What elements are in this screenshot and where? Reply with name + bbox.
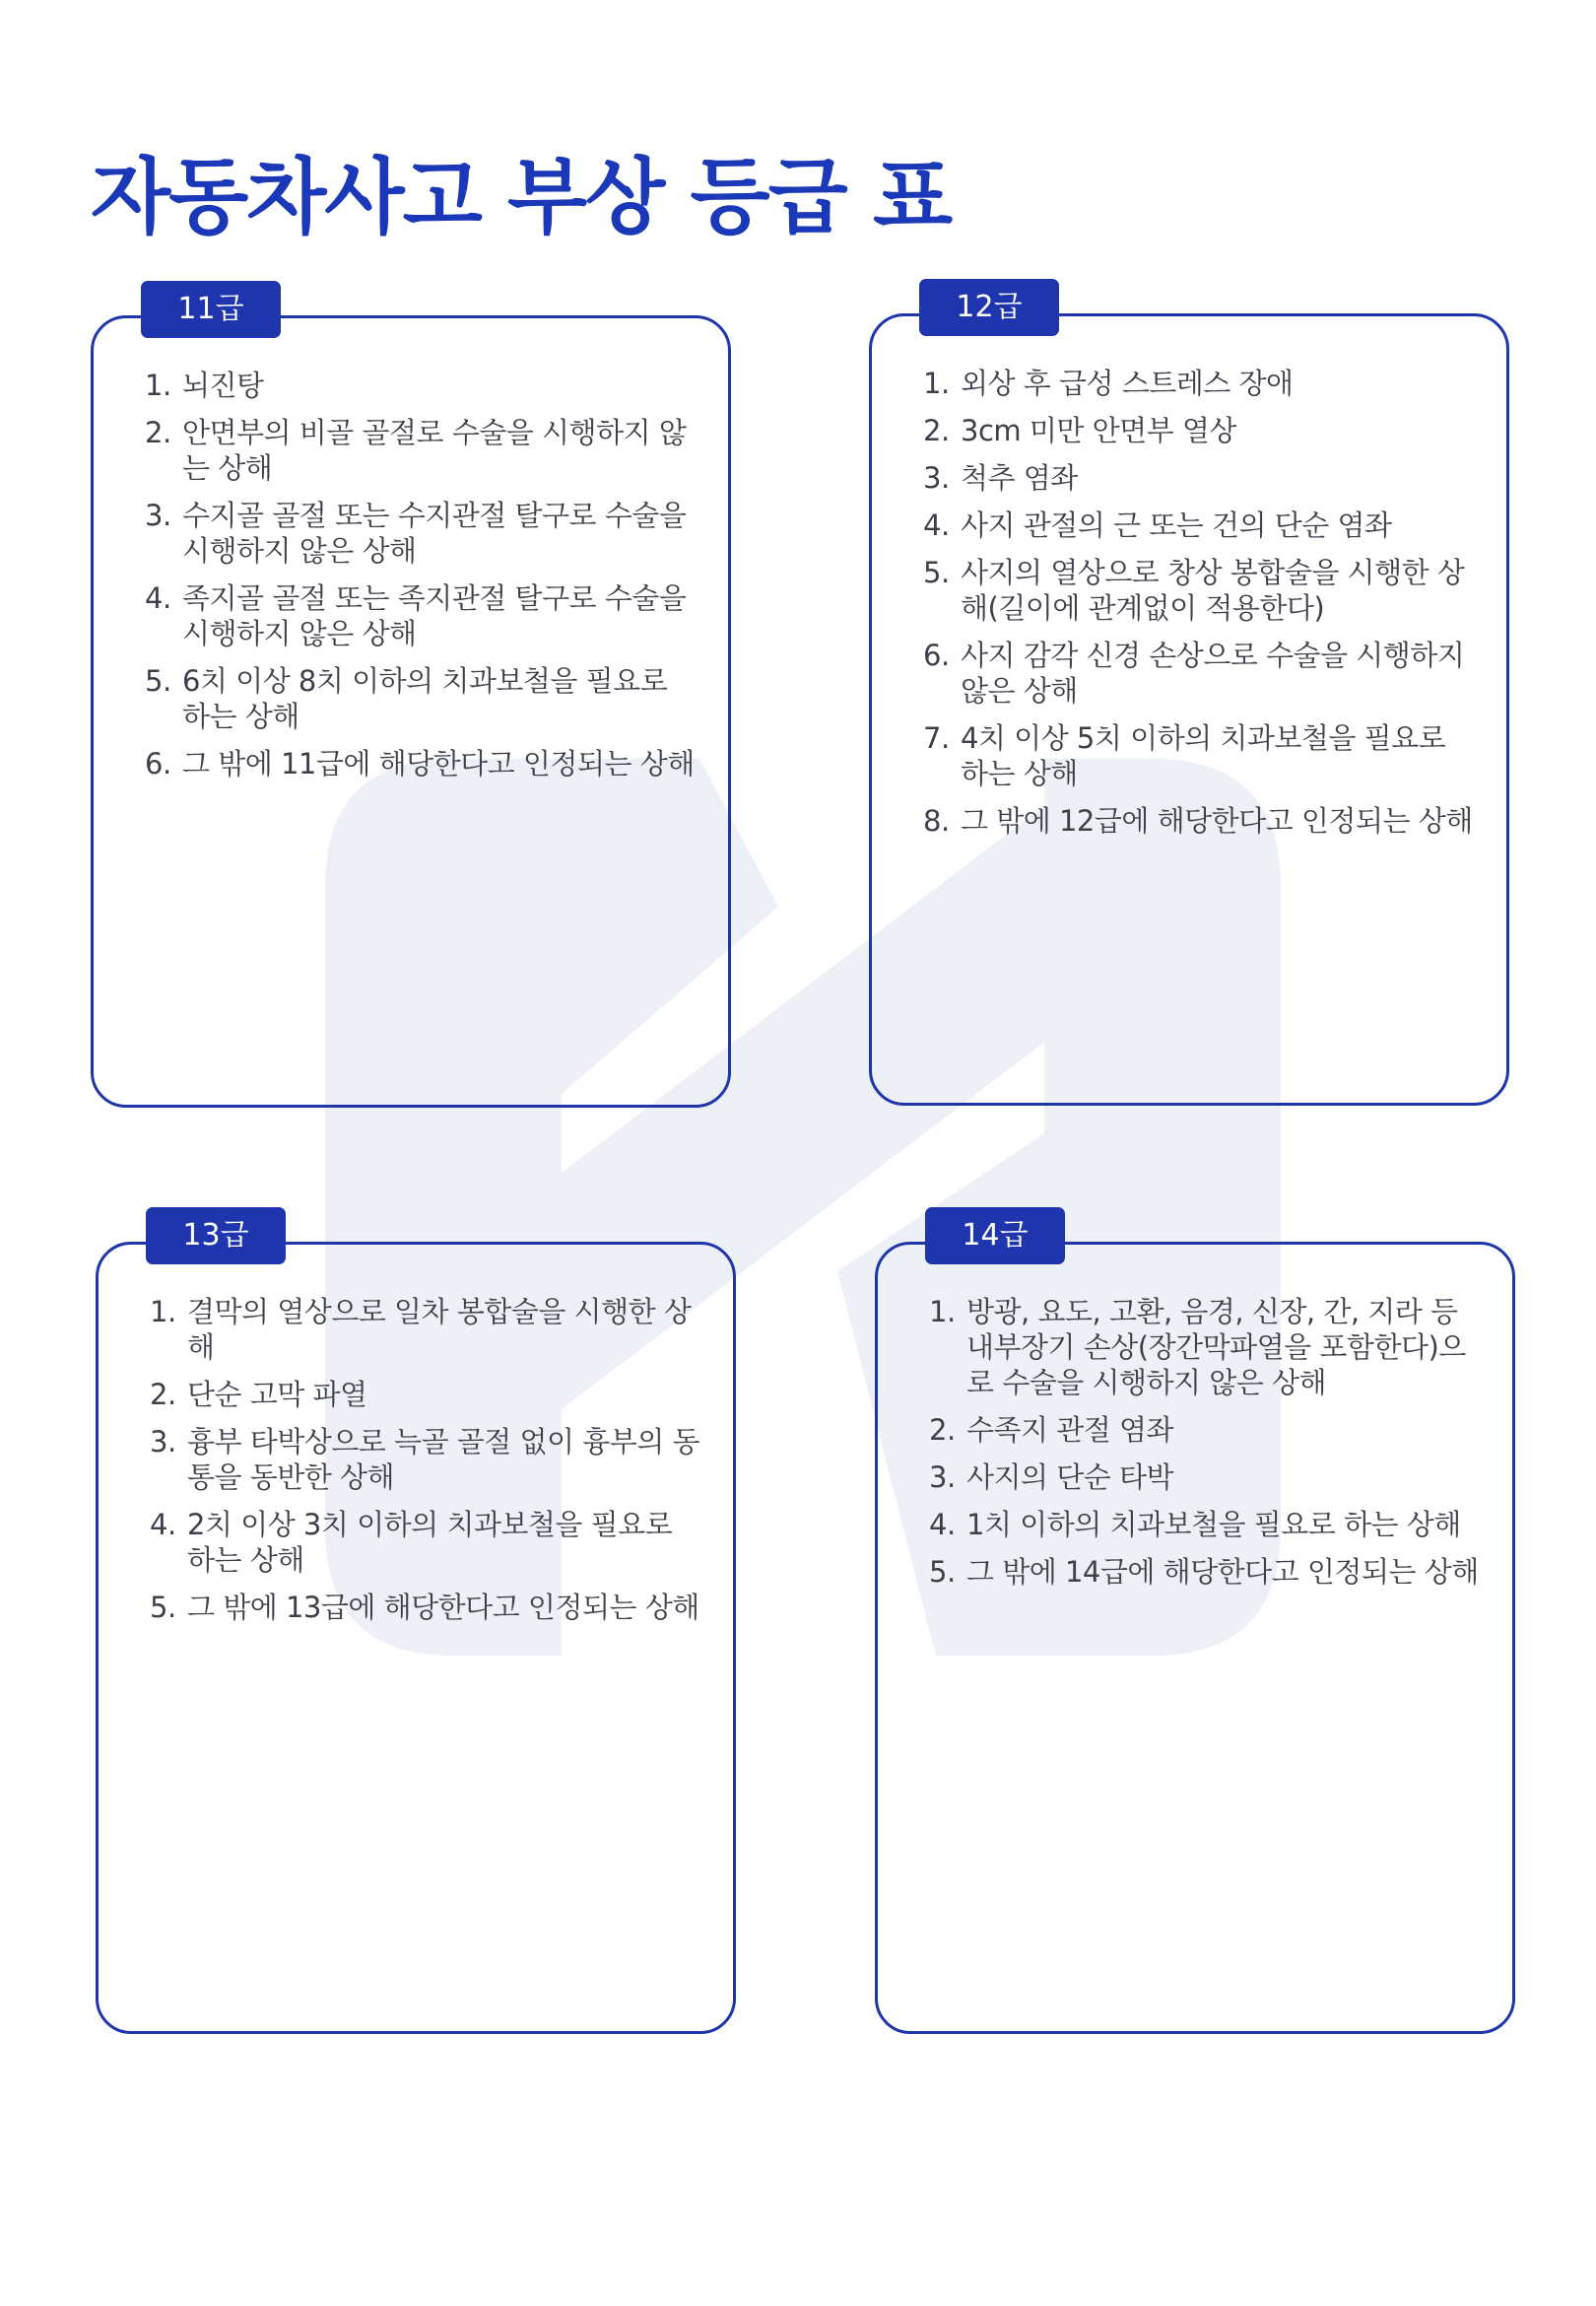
grade-11-list xyxy=(145,368,702,793)
item-number: 5. xyxy=(150,1591,176,1624)
list-item xyxy=(150,1424,707,1495)
list-item xyxy=(929,1294,1487,1400)
item-text: 그 밖에 12급에 해당한다고 인정되는 상해 xyxy=(961,804,1473,838)
item-number: 2. xyxy=(929,1413,956,1447)
item-text: 결막의 열상으로 일차 봉합술을 시행한 상해 xyxy=(187,1295,692,1364)
item-text: 6치 이상 8치 이하의 치과보철을 필요로 하는 상해 xyxy=(182,664,668,733)
item-number: 1. xyxy=(929,1295,956,1328)
item-text: 사지의 단순 타박 xyxy=(966,1460,1174,1494)
list-item xyxy=(150,1294,707,1365)
item-number: 4. xyxy=(145,581,171,615)
item-text: 단순 고막 파열 xyxy=(187,1378,367,1411)
item-number: 2. xyxy=(145,416,171,449)
grade-12-list xyxy=(923,366,1481,850)
item-text: 사지 감각 신경 손상으로 수술을 시행하지 않은 상해 xyxy=(961,639,1465,708)
list-item xyxy=(145,368,702,403)
grade-13-card xyxy=(96,1218,736,2034)
list-item xyxy=(923,413,1481,448)
item-text: 외상 후 급성 스트레스 장애 xyxy=(961,367,1294,400)
item-number: 5. xyxy=(923,556,950,589)
item-text: 방광, 요도, 고환, 음경, 신장, 간, 지라 등 내부장기 손상(장간막파열을 포함한다)으 로 수술을 시행하지 않은 상해 xyxy=(966,1295,1466,1399)
list-item xyxy=(929,1412,1487,1448)
item-number: 5. xyxy=(145,664,171,698)
item-number: 5. xyxy=(929,1555,956,1589)
grade-14-list xyxy=(929,1294,1487,1601)
item-number: 1. xyxy=(150,1295,176,1328)
item-text: 3cm 미만 안면부 열상 xyxy=(961,414,1236,447)
item-number: 6. xyxy=(145,747,171,780)
item-number: 3. xyxy=(150,1425,176,1458)
item-number: 4. xyxy=(929,1508,956,1541)
list-item xyxy=(929,1459,1487,1495)
item-text: 안면부의 비골 골절로 수술을 시행하지 않는 상해 xyxy=(182,416,687,485)
list-item xyxy=(923,720,1481,791)
list-item xyxy=(923,460,1481,496)
list-item xyxy=(145,498,702,569)
grade-14-card xyxy=(875,1218,1515,2034)
list-item xyxy=(929,1554,1487,1590)
list-item xyxy=(145,663,702,734)
grade-14-label: 14급 xyxy=(925,1207,1065,1264)
item-text: 2치 이상 3치 이하의 치과보철을 필요로 하는 상해 xyxy=(187,1508,673,1577)
item-number: 3. xyxy=(929,1460,956,1494)
item-number: 7. xyxy=(923,721,950,755)
list-item xyxy=(150,1590,707,1625)
item-number: 1. xyxy=(923,367,950,400)
grade-12-card xyxy=(869,290,1509,1106)
list-item xyxy=(923,803,1481,839)
item-text: 족지골 골절 또는 족지관절 탈구로 수술을 시행하지 않은 상해 xyxy=(182,581,687,650)
item-text: 수지골 골절 또는 수지관절 탈구로 수술을 시행하지 않은 상해 xyxy=(182,499,687,568)
item-number: 3. xyxy=(145,499,171,532)
item-number: 4. xyxy=(150,1508,176,1541)
item-text: 수족지 관절 염좌 xyxy=(966,1413,1174,1447)
item-text: 그 밖에 14급에 해당한다고 인정되는 상해 xyxy=(966,1555,1479,1589)
list-item xyxy=(145,746,702,781)
list-item xyxy=(923,366,1481,401)
item-text: 뇌진탕 xyxy=(182,369,264,402)
list-item xyxy=(923,638,1481,709)
grade-12-label: 12급 xyxy=(919,279,1059,336)
list-item xyxy=(929,1507,1487,1542)
item-number: 2. xyxy=(923,414,950,447)
item-number: 1. xyxy=(145,369,171,402)
item-text: 흉부 타박상으로 늑골 골절 없이 흉부의 동통을 동반한 상해 xyxy=(187,1425,700,1494)
page-title: 자동차사고 부상 등급 표 xyxy=(91,149,952,245)
list-item xyxy=(150,1507,707,1578)
item-number: 6. xyxy=(923,639,950,672)
grade-13-list xyxy=(150,1294,707,1637)
list-item xyxy=(923,508,1481,543)
list-item xyxy=(145,580,702,651)
item-number: 2. xyxy=(150,1378,176,1411)
item-number: 8. xyxy=(923,804,950,838)
item-text: 4치 이상 5치 이하의 치과보철을 필요로 하는 상해 xyxy=(961,721,1446,790)
list-item xyxy=(923,555,1481,626)
item-text: 1치 이하의 치과보철을 필요로 하는 상해 xyxy=(966,1508,1461,1541)
item-text: 척추 염좌 xyxy=(961,461,1078,495)
item-text: 사지 관절의 근 또는 건의 단순 염좌 xyxy=(961,509,1392,542)
item-text: 그 밖에 11급에 해당한다고 인정되는 상해 xyxy=(182,747,695,780)
grade-13-label: 13급 xyxy=(146,1207,286,1264)
item-number: 4. xyxy=(923,509,950,542)
grade-11-label: 11급 xyxy=(141,281,281,338)
list-item xyxy=(150,1377,707,1412)
item-number: 3. xyxy=(923,461,950,495)
item-text: 사지의 열상으로 창상 봉합술을 시행한 상해(길이에 관계없이 적용한다) xyxy=(961,556,1465,625)
list-item xyxy=(145,415,702,486)
grade-11-card xyxy=(91,292,731,1108)
item-text: 그 밖에 13급에 해당한다고 인정되는 상해 xyxy=(187,1591,699,1624)
